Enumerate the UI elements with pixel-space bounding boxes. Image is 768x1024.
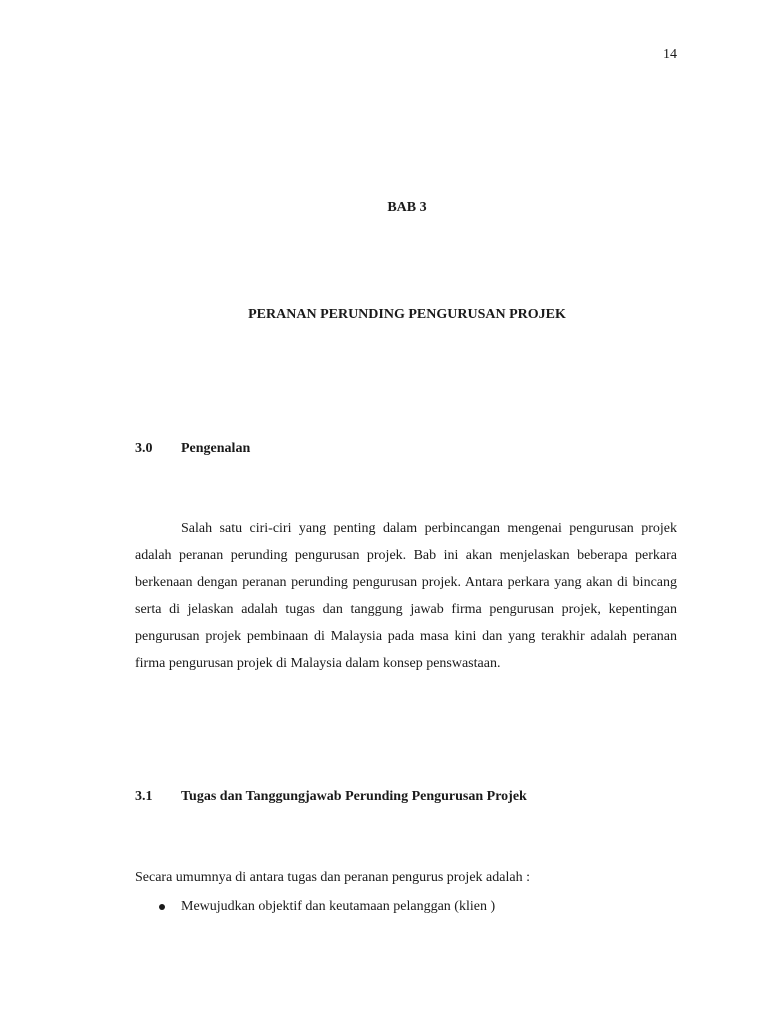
intro-paragraph: Salah satu ciri-ciri yang penting dalam perbincangan mengenai pengurusan projek adalah peranan perunding pengurusan projek. Bab ini akan menjelaskan beberapa perkara berkenaan dengan peranan perunding pengurusan projek. Antara perkara yang akan di bincang serta di jelaskan adalah tugas dan tanggung jawab firma pengurusan projek, kepentingan pengurusan projek pembinaan di Malaysia pada masa kini dan yang terakhir adalah peranan firma pengurusan projek di Malaysia dalam konsep penswastaan.: [135, 521, 677, 671]
section-number: 3.1: [135, 789, 153, 804]
section-heading-3-1: [135, 789, 527, 805]
chapter-label: BAB 3: [387, 200, 427, 215]
section-title: Tugas dan Tanggungjawab Perunding Pengurusan Projek: [181, 789, 527, 804]
bullet-list: [135, 897, 677, 917]
section-title: Pengenalan: [181, 441, 251, 456]
list-item: [135, 897, 677, 917]
section-number: 3.0: [135, 441, 153, 456]
list-item-text: Mewujudkan objektif dan keutamaan pelanggan (klien ): [181, 899, 496, 914]
chapter-title: PERANAN PERUNDING PENGURUSAN PROJEK: [248, 307, 566, 322]
list-intro-text: Secara umumnya di antara tugas dan peranan pengurus projek adalah :: [135, 870, 530, 885]
section-heading-3-0: [135, 441, 250, 457]
bullet-icon: [159, 904, 165, 910]
page-number: 14: [663, 47, 677, 62]
